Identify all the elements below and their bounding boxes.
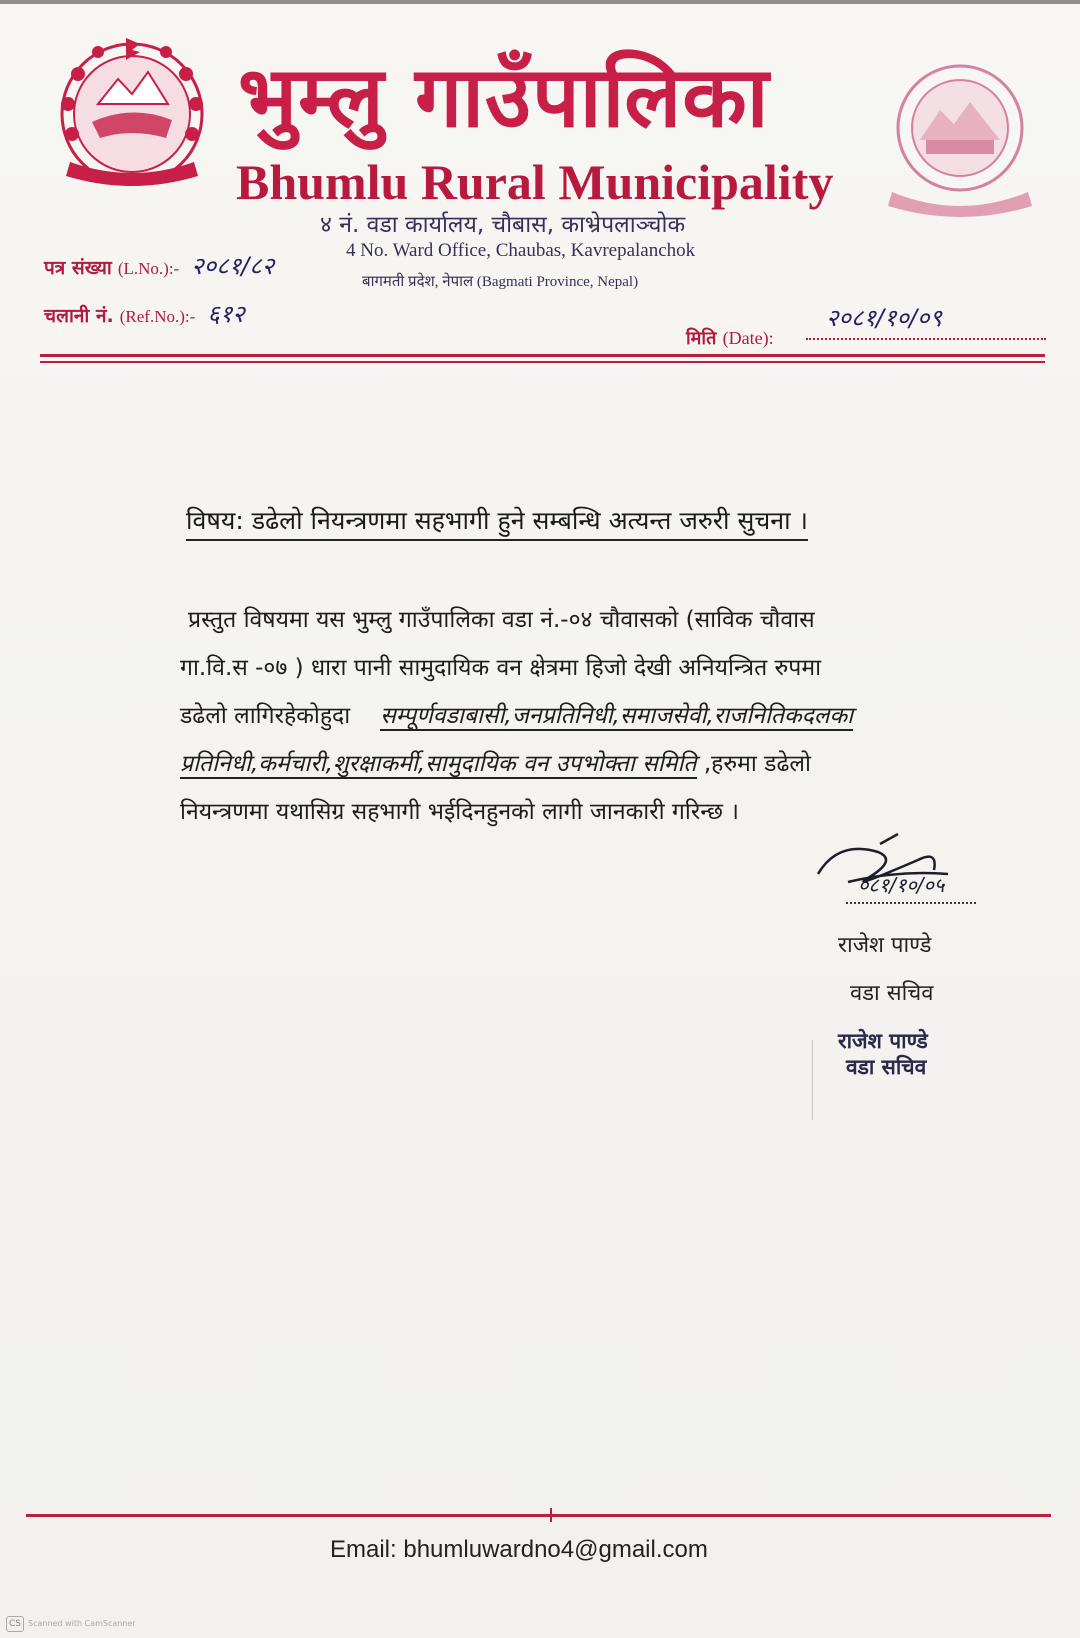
reference-number-label-en: (Ref.No.):- (119, 307, 196, 326)
handwritten-signature (808, 830, 1008, 900)
signatory-name: राजेश पाण्डे (838, 933, 932, 958)
scanner-watermark (6, 1614, 136, 1634)
stamp-name: राजेश पाण्डे (838, 1029, 928, 1053)
header-rule-thin (40, 361, 1045, 363)
letter-number-label-en: (L.No.):- (117, 259, 180, 278)
body-line-3-underlined: सम्पूर्णवडाबासी,जनप्रतिनिधी,समाजसेवी,राजनितिकदलका (380, 703, 854, 729)
government-emblem-icon (48, 34, 216, 194)
footer-rule (26, 1514, 1051, 1517)
stamp-title: वडा सचिव (846, 1055, 927, 1079)
camscanner-icon: CS (6, 1616, 24, 1632)
body-line-4-end: ,हरुमा डढेलो (696, 751, 811, 777)
date-label-nepali: मिति (686, 328, 717, 349)
letter-number-row (44, 248, 274, 284)
reference-number-value: ६१२ (207, 300, 245, 328)
municipality-title-english: Bhumlu Rural Municipality (236, 154, 834, 210)
scan-top-edge (0, 0, 1080, 4)
letter-number-value: २०८१/८२ (191, 252, 275, 280)
municipality-seal-icon (884, 52, 1036, 220)
body-line-3 (180, 694, 980, 738)
signatory-title: वडा सचिव (850, 981, 934, 1006)
date-value: २०८१/१०/०९ (826, 304, 943, 332)
body-line-1: प्रस्तुत विषयमा यस भुम्लु गाउँपालिका वडा नं.-०४ चौवासको (साविक चौवास (188, 607, 815, 633)
date-label-english: (Date): (722, 328, 774, 348)
body-line-3-start: डढेलो लागिरहेकोहुदा (180, 703, 351, 729)
header-rule (40, 354, 1045, 357)
ward-office-nepali: ४ नं. वडा कार्यालय, चौबास, काभ्रेपलाञ्चोक (320, 212, 686, 238)
signature-handwritten-date: ०८१/१०/०५ (858, 873, 945, 897)
body-line-4 (180, 742, 980, 786)
scan-fold-mark (812, 1040, 813, 1120)
subject-text: विषय: डढेलो नियन्त्रणमा सहभागी हुने सम्बन्धि अत्यन्त जरुरी सुचना । (186, 506, 808, 541)
scanner-text: Scanned with CamScanner (28, 1619, 136, 1628)
subject-line (186, 498, 946, 544)
footer-email: Email: bhumluwardno4@gmail.com (330, 1536, 708, 1563)
body-line-4-underlined: प्रतिनिधी,कर्मचारी,शुरक्षाकर्मी,सामुदायिक वन उपभोक्ता समिति (180, 751, 697, 777)
ward-office-english: 4 No. Ward Office, Chaubas, Kavrepalanchok (346, 240, 696, 261)
reference-number-label: चलानी नं. (44, 305, 114, 327)
signature-dotted-line (846, 902, 976, 904)
letter-number-label: पत्र संख्या (44, 257, 112, 279)
footer-tick (550, 1508, 552, 1522)
province-line: बागमती प्रदेश, नेपाल (Bagmati Province, Nepal) (362, 274, 639, 290)
reference-number-row (44, 296, 245, 332)
municipality-title-nepali: भुम्लु गाउँपालिका (238, 48, 770, 146)
body-line-5: नियन्त्रणमा यथासिग्र सहभागी भईदिनहुनको लागी जानकारी गरिन्छ । (180, 799, 739, 825)
date-label (686, 322, 774, 354)
date-dotted-line (806, 338, 1046, 340)
body-line-2: गा.वि.स -०७ ) धारा पानी सामुदायिक वन क्षेत्रमा हिजो देखी अनियन्त्रित रुपमा (180, 655, 822, 681)
